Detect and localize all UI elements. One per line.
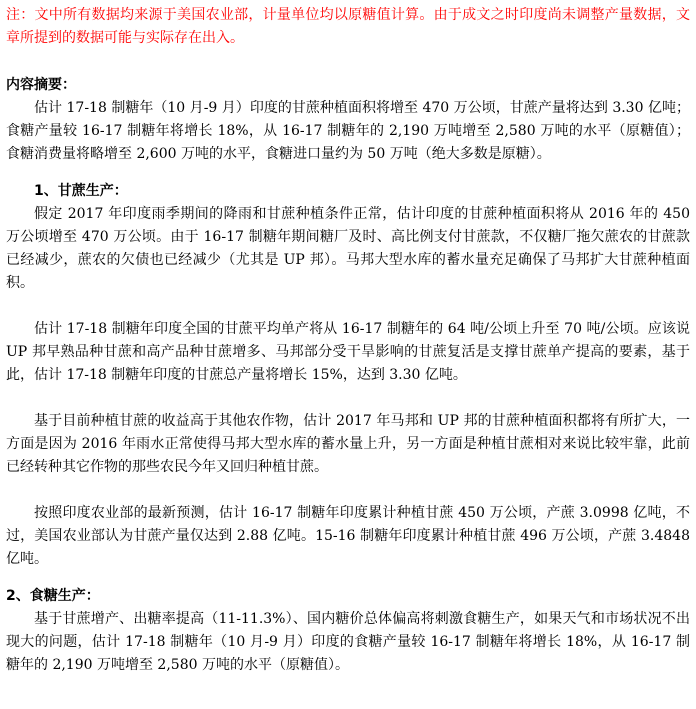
section-1-paragraph-4: 按照印度农业部的最新预测，估计 16-17 制糖年印度累计种植甘蔗 450 万公顷，产蔗 3.0998 亿吨，不过，美国农业部认为甘蔗产量仅达到 2.88 亿吨。15-16 制糖年印度累计种植甘蔗 496 万公顷，产蔗 3.4848 亿吨。 <box>6 505 690 567</box>
spacer <box>6 166 690 180</box>
spacer <box>6 295 690 318</box>
section-1-paragraph-1: 假定 2017 年印度雨季期间的降雨和甘蔗种植条件正常，估计印度的甘蔗种植面积将从 2016 年的 450 万公顷增至 470 万公顷。由于 16-17 制糖年期间糖厂及时、高比例支付甘蔗款，不仅糖厂拖欠蔗农的甘蔗款已经减少，蔗农的欠债也已经减少（尤其是 UP 邦）。马邦大型水库的蓄水量充足确保了马邦扩大甘蔗种植面积。 <box>6 206 690 291</box>
section-1-heading: 1、甘蔗生产： <box>34 183 128 199</box>
section-1-paragraph-3: 基于目前种植甘蔗的收益高于其他农作物，估计 2017 年马邦和 UP 邦的甘蔗种植面积都将有所扩大，一方面是因为 2016 年雨水正常使得马邦大型水库的蓄水量上升，另一方面是种植甘蔗相对来说比较牢靠，此前已经转种其它作物的那些农民今年又回归种植甘蔗。 <box>6 413 690 475</box>
section-2-paragraph-1: 基于甘蔗增产、出糖率提高（11-11.3%）、国内糖价总体偏高将刺激食糖生产，如果天气和市场状况不出现大的问题，估计 17-18 制糖年（10 月-9 月）印度的食糖产量较 16-17 制糖年将增长 18%，从 16-17 制糖年的 2,190 万吨增至 2,580 万吨的水平（原糖值）。 <box>6 611 690 673</box>
section-2-heading: 2、食糖生产： <box>6 588 100 604</box>
document-page <box>6 4 690 677</box>
spacer <box>6 571 690 585</box>
summary-paragraph: 估计 17-18 制糖年（10 月-9 月）印度的甘蔗种植面积将增至 470 万公顷，甘蔗产量将达到 3.30 亿吨；食糖产量较 16-17 制糖年将增长 18%，从 16-17 制糖年的 2,190 万吨增至 2,580 万吨的水平（原糖值）；食糖消费量将略增至 2,600 万吨的水平，食糖进口量约为 50 万吨（绝大多数是原糖）。 <box>6 100 690 162</box>
spacer <box>6 387 690 410</box>
spacer <box>6 479 690 502</box>
spacer <box>6 50 690 74</box>
section-1-paragraph-2: 估计 17-18 制糖年印度全国的甘蔗平均单产将从 16-17 制糖年的 64 吨/公顷上升至 70 吨/公顷。应该说 UP 邦早熟品种甘蔗和高产品种甘蔗增多、马邦部分受干旱影响的甘蔗复活是支撑甘蔗单产提高的要素，基于此，估计 17-18 制糖年印度的甘蔗总产量将增长 15%，达到 3.30 亿吨。 <box>6 321 690 383</box>
summary-heading: 内容摘要： <box>6 77 76 93</box>
data-source-note: 注：文中所有数据均来源于美国农业部，计量单位均以原糖值计算。由于成文之时印度尚未调整产量数据，文章所提到的数据可能与实际存在出入。 <box>6 7 690 46</box>
